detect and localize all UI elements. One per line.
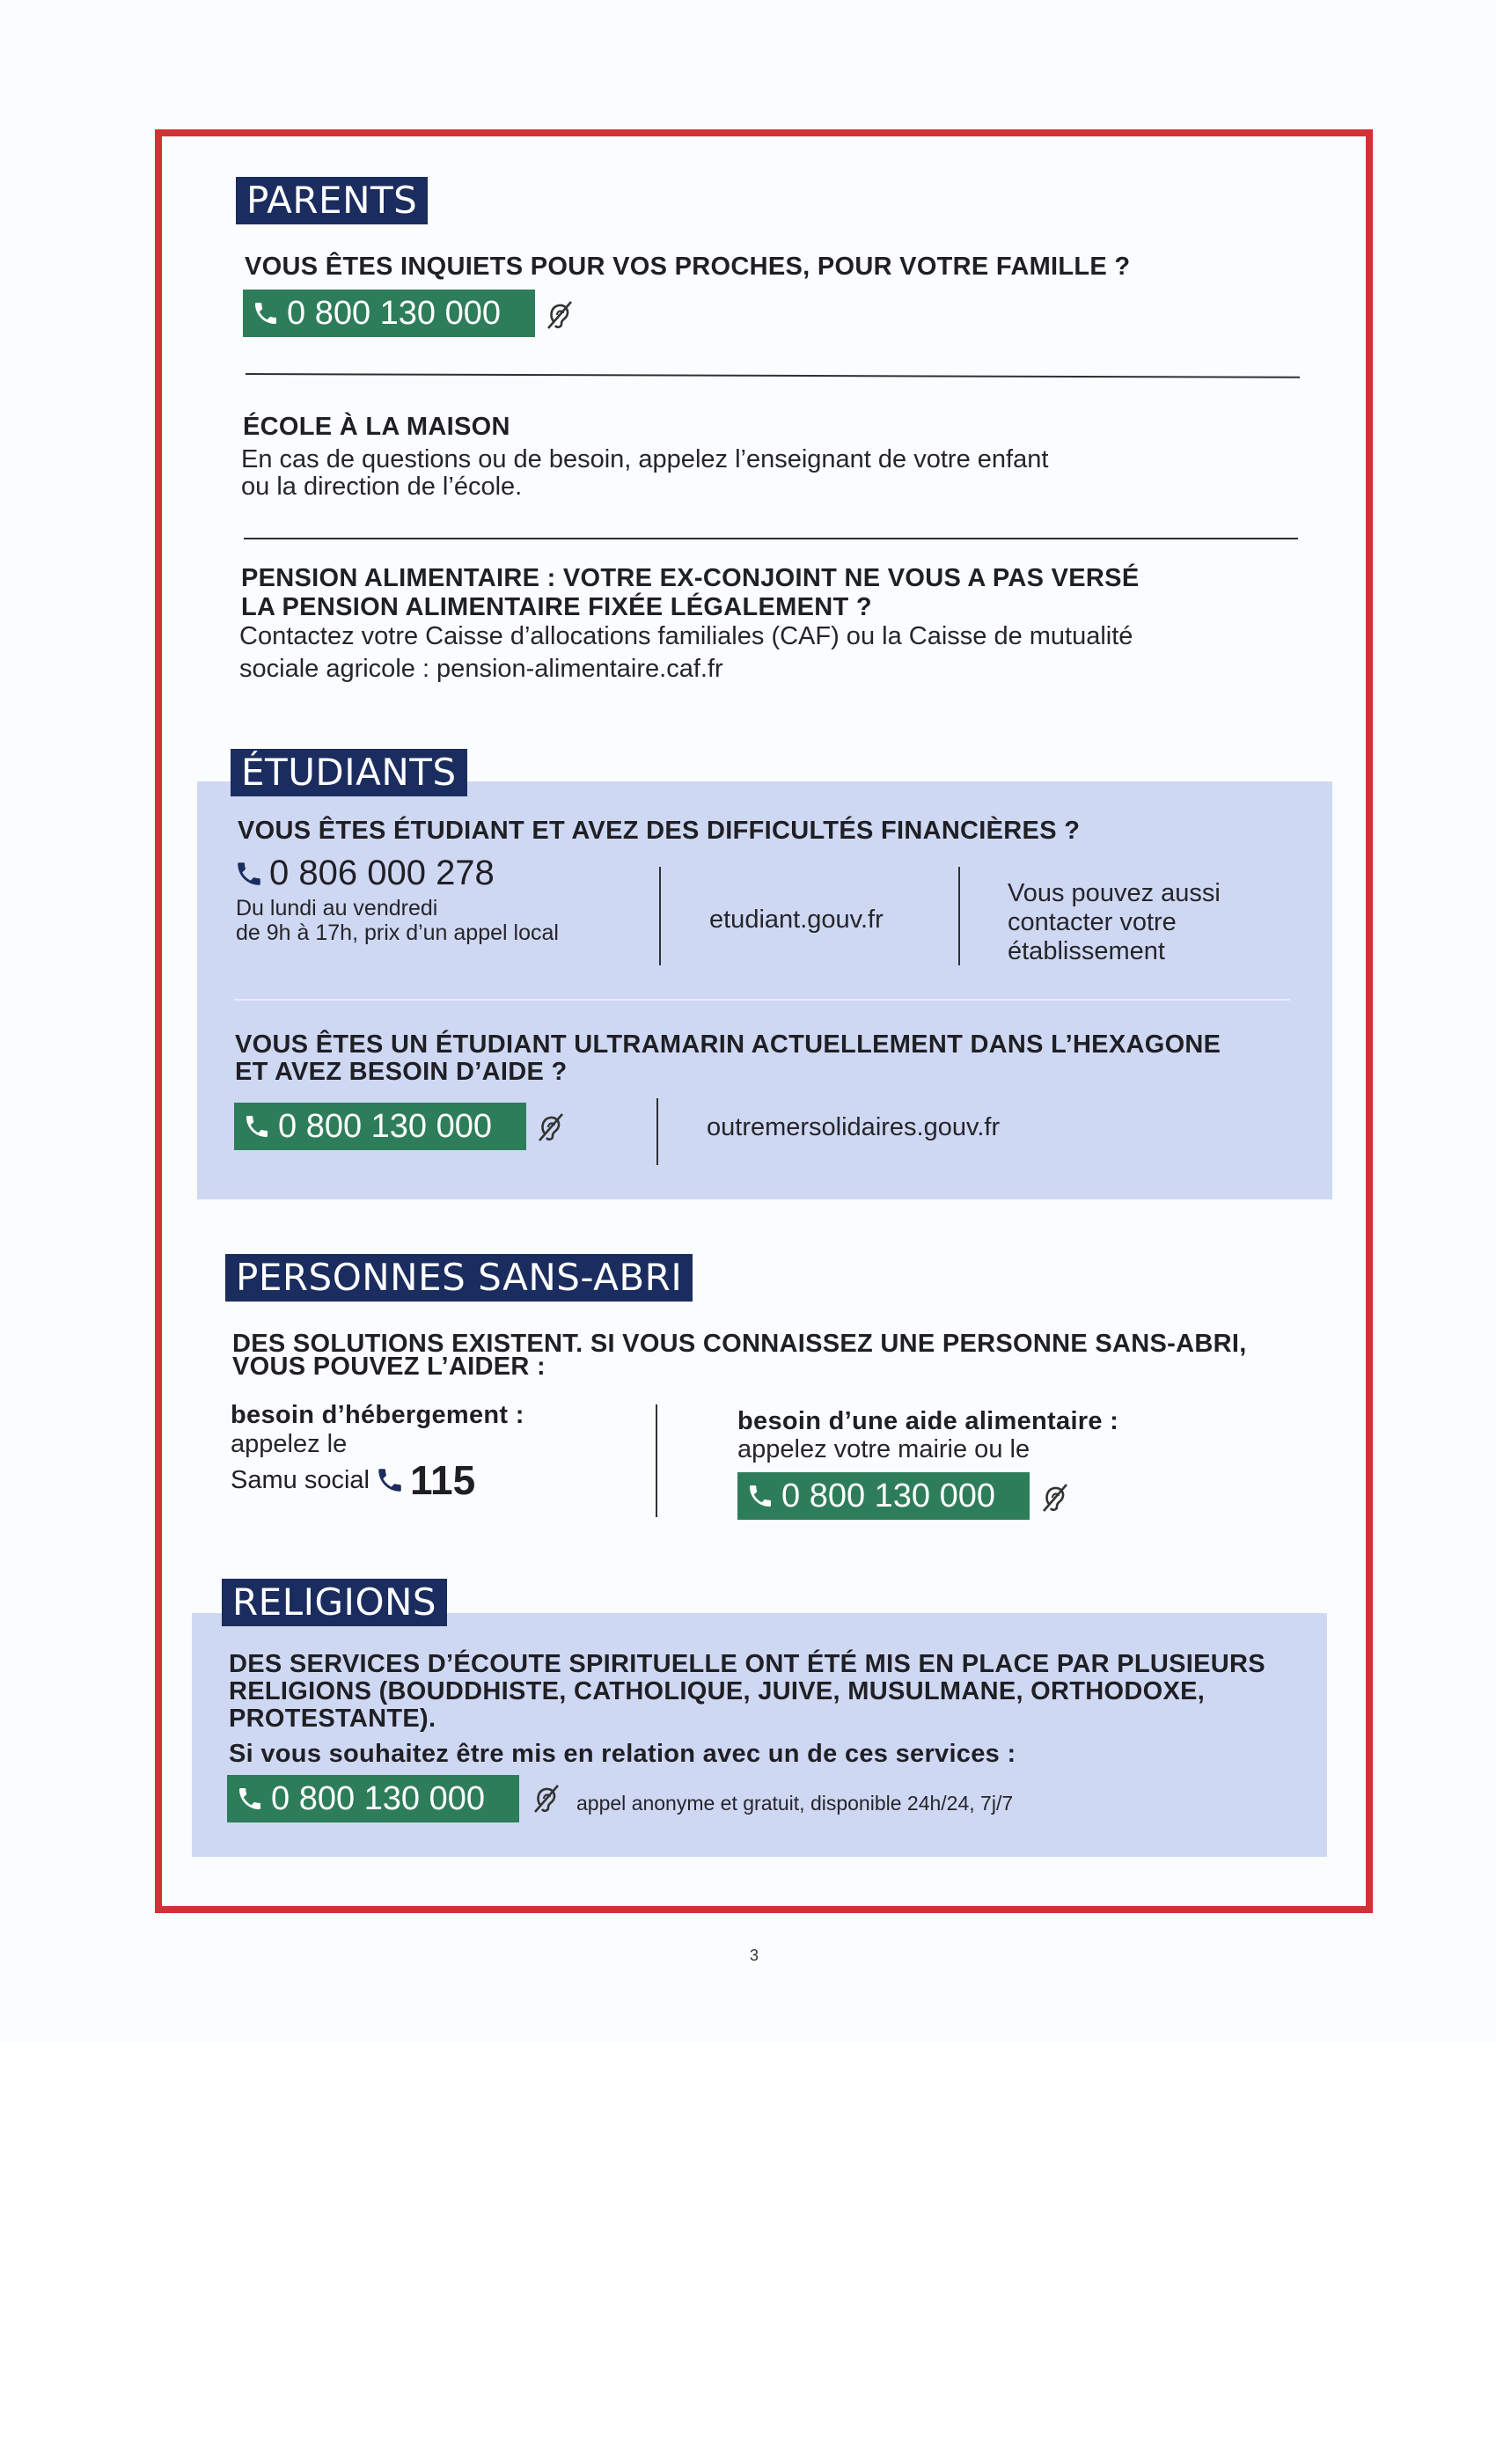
phone-icon	[234, 859, 264, 889]
section-title-homeless: PERSONNES SANS-ABRI	[225, 1254, 693, 1302]
pension-text-line-2: sociale agricole : pension-alimentaire.caf.fr	[239, 655, 723, 683]
students-also-line-1: Vous pouvez aussi	[1008, 879, 1221, 907]
religions-phone-label: 0 800 130 000	[271, 1779, 486, 1817]
vertical-divider	[958, 867, 960, 965]
students-also-line-3: établissement	[1008, 937, 1165, 965]
students-phone-label: 0 806 000 278	[269, 854, 495, 892]
students-hours-line-2: de 9h à 17h, prix d’un appel local	[236, 920, 559, 945]
religions-heading-line-2: RELIGIONS (BOUDDHISTE, CATHOLIQUE, JUIVE, MUSULMANE, ORTHODOXE,	[229, 1677, 1206, 1705]
hearing-impaired-icon	[532, 1109, 569, 1146]
pension-text-line-1: Contactez votre Caisse d’allocations familiales (CAF) ou la Caisse de mutualité	[239, 622, 1133, 650]
students-website-link[interactable]: etudiant.gouv.fr	[709, 906, 884, 934]
pension-heading-line-1: PENSION ALIMENTAIRE : VOTRE EX-CONJOINT NE VOUS A PAS VERSÉ	[241, 564, 1140, 592]
religions-availability: appel anonyme et gratuit, disponible 24h/24, 7j/7	[576, 1792, 1014, 1815]
overseas-heading-line-2: ET AVEZ BESOIN D’AIDE ?	[235, 1058, 568, 1086]
food-text: appelez votre mairie ou le	[737, 1435, 1030, 1463]
students-hours-line-1: Du lundi au vendredi	[236, 896, 438, 920]
homeless-heading-line-2: VOUS POUVEZ L’AIDER :	[232, 1353, 546, 1381]
school-heading: ÉCOLE À LA MAISON	[243, 413, 510, 441]
overseas-website-link[interactable]: outremersolidaires.gouv.fr	[707, 1113, 1001, 1141]
phone-icon	[243, 1112, 271, 1140]
phone-icon	[236, 1785, 264, 1813]
divider	[244, 538, 1298, 539]
parents-phone-number[interactable]	[243, 290, 535, 337]
food-phone-number[interactable]	[737, 1472, 1030, 1520]
housing-phone-line	[231, 1456, 475, 1504]
section-title-religions: RELIGIONS	[222, 1579, 447, 1626]
housing-text-line-1: appelez le	[231, 1430, 348, 1458]
school-text-line-1: En cas de questions ou de besoin, appelez l’enseignant de votre enfant	[241, 445, 1049, 473]
housing-text-line-2: Samu social	[231, 1465, 370, 1494]
homeless-heading-line-1: DES SOLUTIONS EXISTENT. SI VOUS CONNAISSEZ UNE PERSONNE SANS-ABRI,	[232, 1330, 1247, 1358]
overseas-heading-line-1: VOUS ÊTES UN ÉTUDIANT ULTRAMARIN ACTUELLEMENT DANS L’HEXAGONE	[235, 1030, 1221, 1059]
hearing-impaired-icon	[541, 297, 578, 334]
housing-heading: besoin d’hébergement :	[231, 1401, 524, 1429]
students-also-line-2: contacter votre	[1008, 908, 1177, 936]
overseas-phone-number[interactable]	[234, 1103, 526, 1150]
religions-relation-text: Si vous souhaitez être mis en relation avec un de ces services :	[229, 1740, 1016, 1768]
divider	[234, 999, 1290, 1001]
vertical-divider	[659, 867, 661, 965]
housing-phone-number[interactable]: 115	[409, 1457, 476, 1503]
pension-heading-line-2: LA PENSION ALIMENTAIRE FIXÉE LÉGALEMENT ?	[241, 593, 872, 621]
students-phone-number[interactable]	[234, 854, 495, 893]
section-title-students: ÉTUDIANTS	[231, 749, 467, 796]
school-text-line-2: ou la direction de l’école.	[241, 473, 523, 501]
phone-icon	[252, 299, 280, 327]
hearing-impaired-icon	[1037, 1479, 1074, 1516]
hearing-impaired-icon	[528, 1780, 565, 1817]
religions-heading-line-3: PROTESTANTE).	[229, 1705, 436, 1733]
food-phone-label: 0 800 130 000	[781, 1477, 996, 1514]
food-heading: besoin d’une aide alimentaire :	[737, 1407, 1119, 1435]
section-title-parents: PARENTS	[236, 177, 428, 224]
religions-heading-line-1: DES SERVICES D’ÉCOUTE SPIRITUELLE ONT ÉTÉ MIS EN PLACE PAR PLUSIEURS	[229, 1650, 1265, 1678]
vertical-divider	[656, 1404, 657, 1517]
parents-worried-heading: VOUS ÊTES INQUIETS POUR VOS PROCHES, POUR VOTRE FAMILLE ?	[245, 253, 1131, 281]
vertical-divider	[656, 1098, 658, 1165]
phone-icon	[746, 1482, 774, 1510]
students-financial-heading: VOUS ÊTES ÉTUDIANT ET AVEZ DES DIFFICULTÉS FINANCIÈRES ?	[238, 817, 1081, 845]
religions-phone-number[interactable]	[227, 1775, 519, 1822]
phone-icon	[375, 1465, 405, 1495]
overseas-phone-label: 0 800 130 000	[278, 1107, 493, 1145]
parents-phone-label: 0 800 130 000	[287, 294, 502, 332]
page-number: 3	[750, 1947, 759, 1964]
